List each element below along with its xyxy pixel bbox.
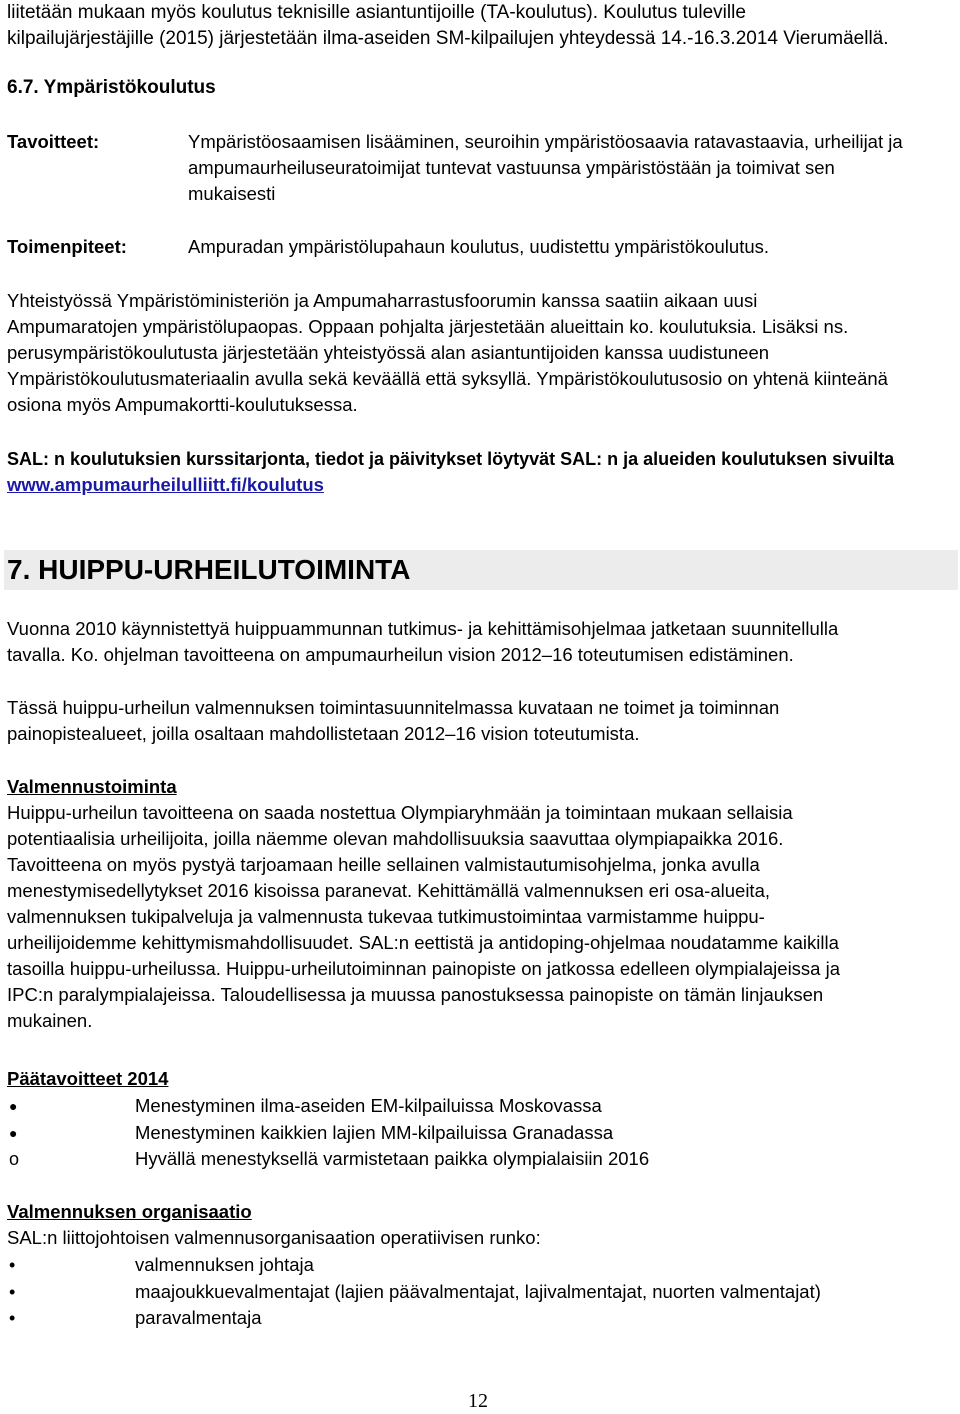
section-67-title: 6.7. Ympäristökoulutus [7,77,216,98]
goal-bullet-3: o [9,1149,20,1169]
intro-line-1: liitetään mukaan myös koulutus teknisille asiantuntijoille (TA-koulutus). Koulutus tuleville [7,2,746,23]
page-number: 12 [468,1390,488,1412]
main-goals-heading: Päätavoitteet 2014 [7,1068,169,1089]
coaching-line-8: IPC:n paralympialajeissa. Taloudellisessa ja muussa panostuksessa painopiste on tämän linjauksen [7,984,824,1005]
coaching-line-6: urheilijoidemme kehittymismahdollisuudet. SAL:n eettistä ja antidoping-ohjelmaa noudatamme kaikilla [7,932,839,953]
goal-item-3: Hyvällä menestyksellä varmistetaan paikka olympialaisiin 2016 [135,1148,650,1169]
org-bullet-1: • [9,1255,16,1275]
goals-label: Tavoitteet: [7,131,100,152]
paragraph-line-5: osiona myös Ampumakortti-koulutuksessa. [7,394,358,415]
org-item-3: paravalmentaja [135,1307,262,1328]
section-7-p1-line-1: Vuonna 2010 käynnistettyä huippuammunnan tutkimus- ja kehittämisohjelmaa jatketaan suunnitellulla [7,618,839,639]
paragraph-line-1: Yhteistyössä Ympäristöministeriön ja Ampumaharrastusfoorumin kanssa saatiin aikaan uusi [7,290,758,311]
goals-line-3: mukaisesti [188,183,276,204]
goal-bullet-1: ● [9,1098,18,1114]
actions-label: Toimenpiteet: [7,236,127,257]
org-item-1: valmennuksen johtaja [135,1254,314,1275]
section-7-p2-line-2: painopistealueet, joilla osaltaan mahdollistetaan 2012–16 vision toteutumista. [7,723,640,744]
coaching-line-4: menestymisedellytykset 2016 kisoissa paranevat. Kehittämällä valmennuksen eri osa-alueita, [7,880,770,901]
coaching-line-3: Tavoitteena on myös pystyä tarjoamaan heille sellainen valmistautumisohjelma, jonka avulla [7,854,760,875]
coaching-line-9: mukainen. [7,1010,93,1031]
actions-text: Ampuradan ympäristölupahaun koulutus, uudistettu ympäristökoulutus. [188,236,770,257]
goal-item-2: Menestyminen kaikkien lajien MM-kilpailuissa Granadassa [135,1122,614,1143]
section-7-p2-line-1: Tässä huippu-urheilun valmennuksen toimintasuunnitelmassa kuvataan ne toimet ja toiminnan [7,697,780,718]
sal-training-note: SAL: n koulutuksien kurssitarjonta, tiedot ja päivitykset löytyvät SAL: n ja alueiden koulutuksen sivuilta [7,449,895,469]
coaching-heading: Valmennustoiminta [7,776,177,797]
goal-bullet-2: ● [9,1125,18,1141]
paragraph-line-2: Ampumaratojen ympäristölupaopas. Oppaan pohjalta järjestetään alueittain ko. koulutuksia. Lisäksi ns. [7,316,849,337]
org-item-2: maajoukkuevalmentajat (lajien päävalmentajat, lajivalmentajat, nuorten valmentajat) [135,1281,821,1302]
coaching-line-7: tasoilla huippu-urheilussa. Huippu-urheilutoiminnan painopiste on jatkossa edelleen olympialajeissa ja [7,958,841,979]
paragraph-line-4: Ympäristökoulutusmateriaalin avulla sekä keväällä että syksyllä. Ympäristökoulutusosio on yhtenä kiinteänä [7,368,888,389]
organization-intro: SAL:n liittojohtoisen valmennusorganisaation operatiivisen runko: [7,1227,541,1248]
intro-line-2: kilpailujärjestäjille (2015) järjestetään ilma-aseiden SM-kilpailujen yhteydessä 14.-16.3.2014 Vierumäellä. [7,28,889,49]
paragraph-line-3: perusympäristökoulutusta järjestetään yhteistyössä alan asiantuntijoiden kanssa uudistuneen [7,342,770,363]
goal-item-1: Menestyminen ilma-aseiden EM-kilpailuissa Moskovassa [135,1095,602,1116]
goals-line-1: Ympäristöosaamisen lisääminen, seuroihin ympäristöosaavia ratavastaavia, urheilijat ja [188,131,903,152]
goals-line-2: ampumaurheiluseuratoimijat tuntevat vastuunsa ympäristöstään ja toimivat sen [188,157,835,178]
org-bullet-2: • [9,1282,16,1302]
section-7-p1-line-2: tavalla. Ko. ohjelman tavoitteena on ampumaurheilun vision 2012–16 toteutumisen edistäminen. [7,644,794,665]
org-bullet-3: • [9,1308,16,1328]
coaching-line-5: valmennuksen tukipalveluja ja valmennusta tukevaa tutkimustoimintaa varmistamme huippu- [7,906,765,927]
coaching-line-2: potentiaalisia urheilijoita, joilla näemme olevan mahdollisuuksia saavuttaa olympiapaikka 2016. [7,828,784,849]
coaching-line-1: Huippu-urheilun tavoitteena on saada nostettua Olympiaryhmään ja toimintaan mukaan sellaisia [7,802,793,823]
section-7-title: 7. HUIPPU-URHEILUTOIMINTA [7,554,411,585]
training-link[interactable]: www.ampumaurheilulliitt.fi/koulutus [7,474,324,495]
organization-heading: Valmennuksen organisaatio [7,1201,252,1222]
